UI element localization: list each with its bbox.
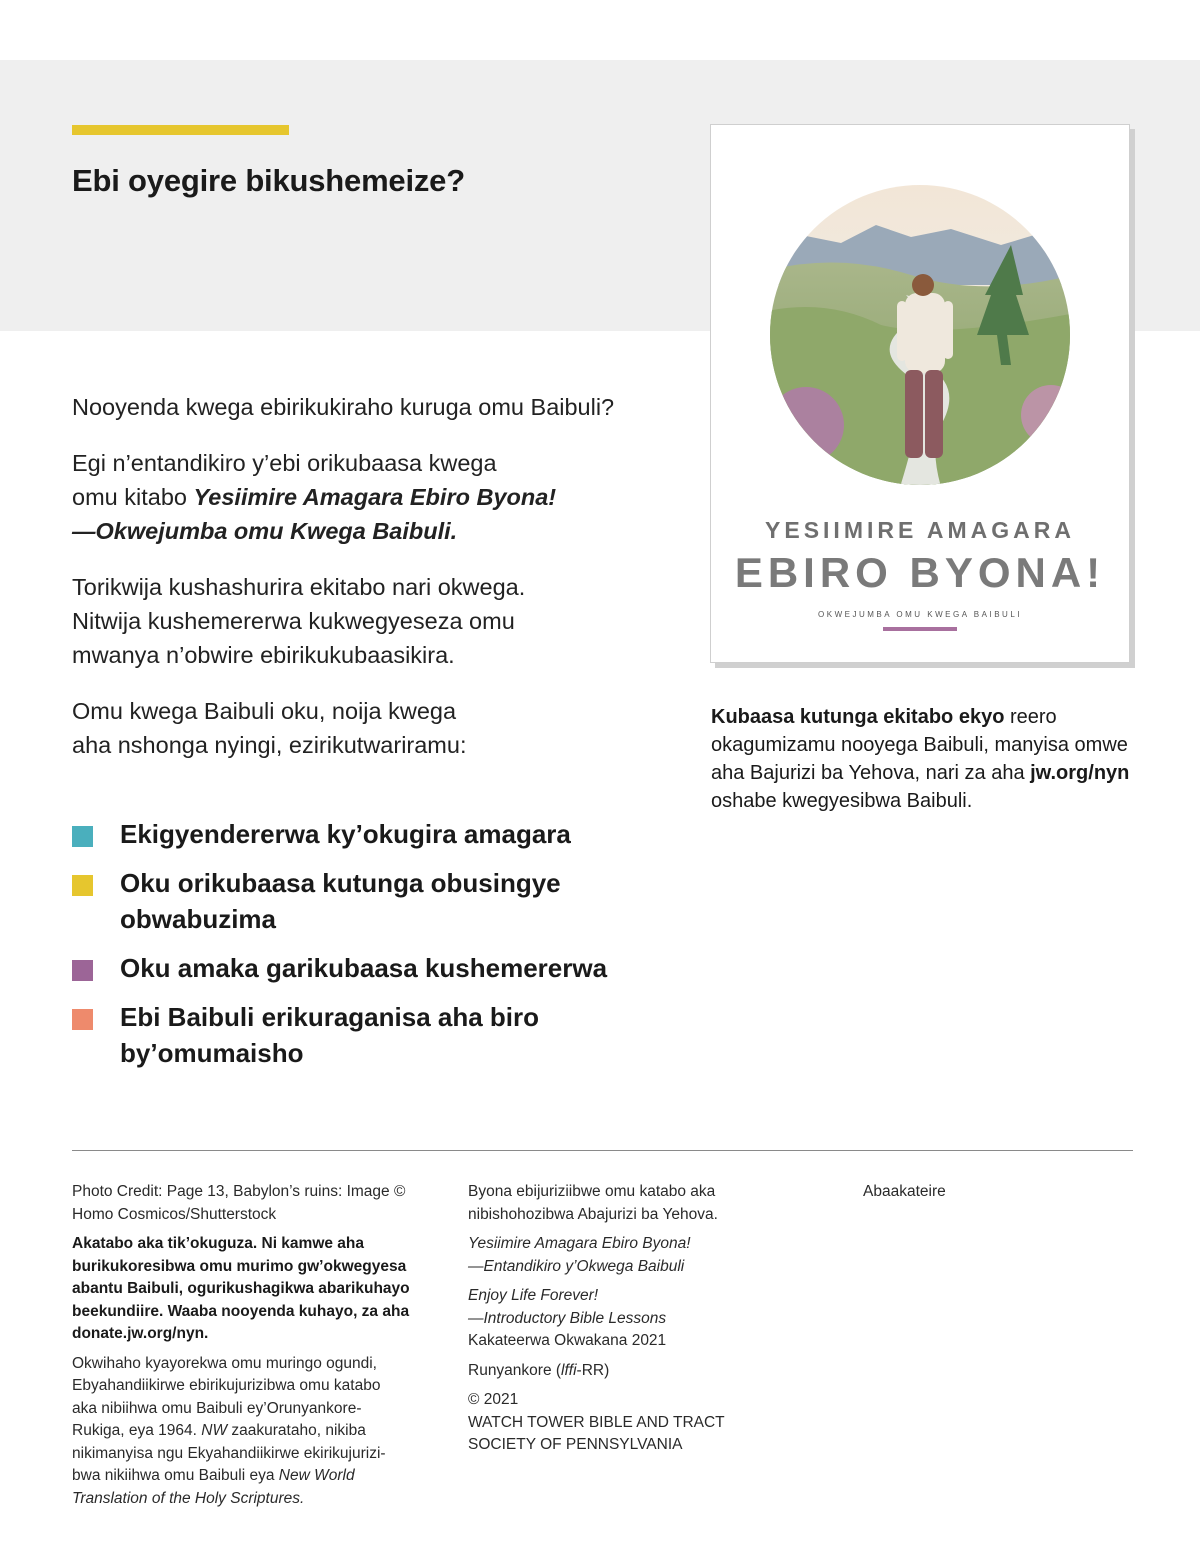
- donation-notice: [72, 1233, 442, 1346]
- bullet-square-icon: [72, 960, 93, 981]
- distributor-label: Abaakateire: [863, 1183, 946, 1200]
- english-title-line: —Introductory Bible Lessons: [468, 1309, 667, 1327]
- book-cover: [710, 124, 1130, 663]
- scripture-line: zaakurataho, nikiba: [227, 1422, 366, 1439]
- bullet-square-icon: [72, 826, 93, 847]
- notice-line: abantu Baibuli, ogurikushagikwa abarikuhayo: [72, 1280, 410, 1297]
- topic-text: Oku amaka garikubaasa kushemererwa: [120, 953, 608, 983]
- copyright-line: SOCIETY OF PENNSYLVANIA: [468, 1436, 683, 1453]
- photo-credit-line: Photo Credit: Page 13, Babylon’s ruins: Image ©: [72, 1183, 406, 1200]
- rights-line: Byona ebijuriziibwe omu katabo aka: [468, 1183, 716, 1200]
- notice-line: Akatabo aka tik’okuguza. Ni kamwe aha: [72, 1235, 365, 1252]
- scripture-line: Ebyahandiikirwe ebirikujurizibwa omu katabo: [72, 1377, 381, 1394]
- scripture-line: Okwihaho kyayorekwa omu muringo ogundi,: [72, 1354, 377, 1372]
- photo-credit-line: Homo Cosmicos/Shutterstock: [72, 1205, 277, 1223]
- page-title: Ebi oyegire bikushemeize?: [72, 163, 465, 198]
- side-note-text: reero okagumizamu nooyega Baibuli, manyisa omwe aha Bajurizi ba Yehova, nari za aha: [711, 706, 1128, 784]
- topic-text: Ebi Baibuli erikuraganisa aha biro: [120, 1002, 540, 1032]
- intro-p3-line3: mwanya n’obwire ebirikukubaasikira.: [72, 642, 455, 668]
- intro-p4-line1: Omu kwega Baibuli oku, noija kwega: [72, 698, 457, 724]
- bullet-square-icon: [72, 1009, 93, 1030]
- topic-item: [72, 999, 652, 1071]
- scripture-title: New World: [278, 1467, 355, 1484]
- footer-divider: [72, 1150, 1133, 1151]
- topic-text: Ekigyendererwa ky’okugira amagara: [120, 819, 571, 849]
- footer-column-2: [468, 1181, 808, 1464]
- local-title: [468, 1233, 808, 1278]
- topic-text: Oku orikubaasa kutunga obusingye: [120, 868, 561, 898]
- book-title-text: Yesiimire Amagara Ebiro Byona!: [193, 484, 557, 510]
- intro-text: [72, 390, 632, 784]
- intro-p2-line1: Egi n’entandikiro y’ebi orikubaasa kwega: [72, 450, 497, 476]
- cover-title-line2: EBIRO BYONA!: [734, 549, 1106, 596]
- footer-column-3: [863, 1181, 1133, 1211]
- accent-bar: [72, 125, 289, 135]
- rights-line: nibishohozibwa Abajurizi ba Yehova.: [468, 1205, 718, 1223]
- scripture-line: bwa nikiihwa omu Baibuli eya: [72, 1467, 279, 1484]
- scripture-line: nikimanyisa ngu Ekyahandiikirwe ekirikujurizi-: [72, 1444, 386, 1462]
- scripture-line: Rukiga, eya 1964.: [72, 1422, 202, 1439]
- language-code: [468, 1360, 808, 1383]
- local-title-line: —Entandikiro y’Okwega Baibuli: [468, 1257, 685, 1275]
- book-cover-illustration: [711, 125, 1129, 515]
- notice-line: burikukoresibwa omu murimo gw’okwegyesa: [72, 1257, 407, 1275]
- cover-subtitle: OKWEJUMBA OMU KWEGA BAIBULI: [818, 610, 1022, 619]
- copyright-line: WATCH TOWER BIBLE AND TRACT: [468, 1413, 725, 1431]
- intro-paragraph-4: [72, 694, 632, 762]
- side-note-text-end: oshabe kwegyesibwa Baibuli.: [711, 790, 973, 812]
- local-title-line: Yesiimire Amagara Ebiro Byona!: [468, 1235, 691, 1252]
- topic-list: [72, 816, 652, 1084]
- bullet-square-icon: [72, 875, 93, 896]
- cover-accent-line: [883, 627, 957, 631]
- topic-item: [72, 865, 652, 937]
- copyright: [468, 1389, 808, 1457]
- language-code-italic: lffi: [561, 1361, 577, 1379]
- donate-link[interactable]: donate.jw.org/nyn.: [72, 1325, 209, 1342]
- photo-credit: [72, 1181, 442, 1226]
- notice-line: beekundiire. Waaba nooyenda kuhayo, za aha: [72, 1302, 410, 1320]
- topic-item: [72, 950, 652, 986]
- cover-title-line1: YESIIMIRE AMAGARA: [765, 517, 1075, 543]
- intro-p4-line2: aha nshonga nyingi, ezirikutwariramu:: [72, 732, 467, 758]
- topic-text-cont: by’omumaisho: [120, 1038, 304, 1068]
- topic-item: [72, 816, 652, 852]
- scripture-title: Translation of the Holy Scriptures.: [72, 1489, 305, 1507]
- side-note: [711, 703, 1151, 815]
- side-note-lead: Kubaasa kutunga ekitabo ekyo: [711, 706, 1005, 728]
- print-date: Kakateerwa Okwakana 2021: [468, 1332, 667, 1349]
- intro-p3-line2: Nitwija kushemererwa kukwegyeseza omu: [72, 608, 515, 634]
- language-text: Runyankore (: [468, 1361, 562, 1379]
- english-title: [468, 1285, 808, 1353]
- intro-p2-prefix: omu kitabo: [72, 484, 194, 510]
- footer-column-1: [72, 1181, 442, 1517]
- website-link[interactable]: jw.org/nyn: [1030, 762, 1130, 784]
- intro-paragraph-1: [72, 390, 632, 424]
- english-title-line: Enjoy Life Forever!: [468, 1287, 599, 1304]
- intro-p1-text: Nooyenda kwega ebirikukiraho kuruga omu Baibuli?: [72, 394, 615, 420]
- scripture-note: [72, 1353, 442, 1511]
- intro-paragraph-2: [72, 446, 632, 548]
- scripture-abbrev: NW: [201, 1422, 228, 1439]
- copyright-line: © 2021: [468, 1391, 519, 1408]
- rights-note: [468, 1181, 808, 1226]
- topic-text-cont: obwabuzima: [120, 904, 277, 934]
- intro-paragraph-3: [72, 570, 632, 672]
- intro-p3-line1: Torikwija kushashurira ekitabo nari okwega.: [72, 574, 526, 600]
- book-subtitle-text: —Okwejumba omu Kwega Baibuli.: [72, 518, 458, 544]
- scripture-line: aka nibiihwa omu Baibuli ey’Orunyankore-: [72, 1399, 362, 1417]
- language-text: -RR): [576, 1361, 610, 1379]
